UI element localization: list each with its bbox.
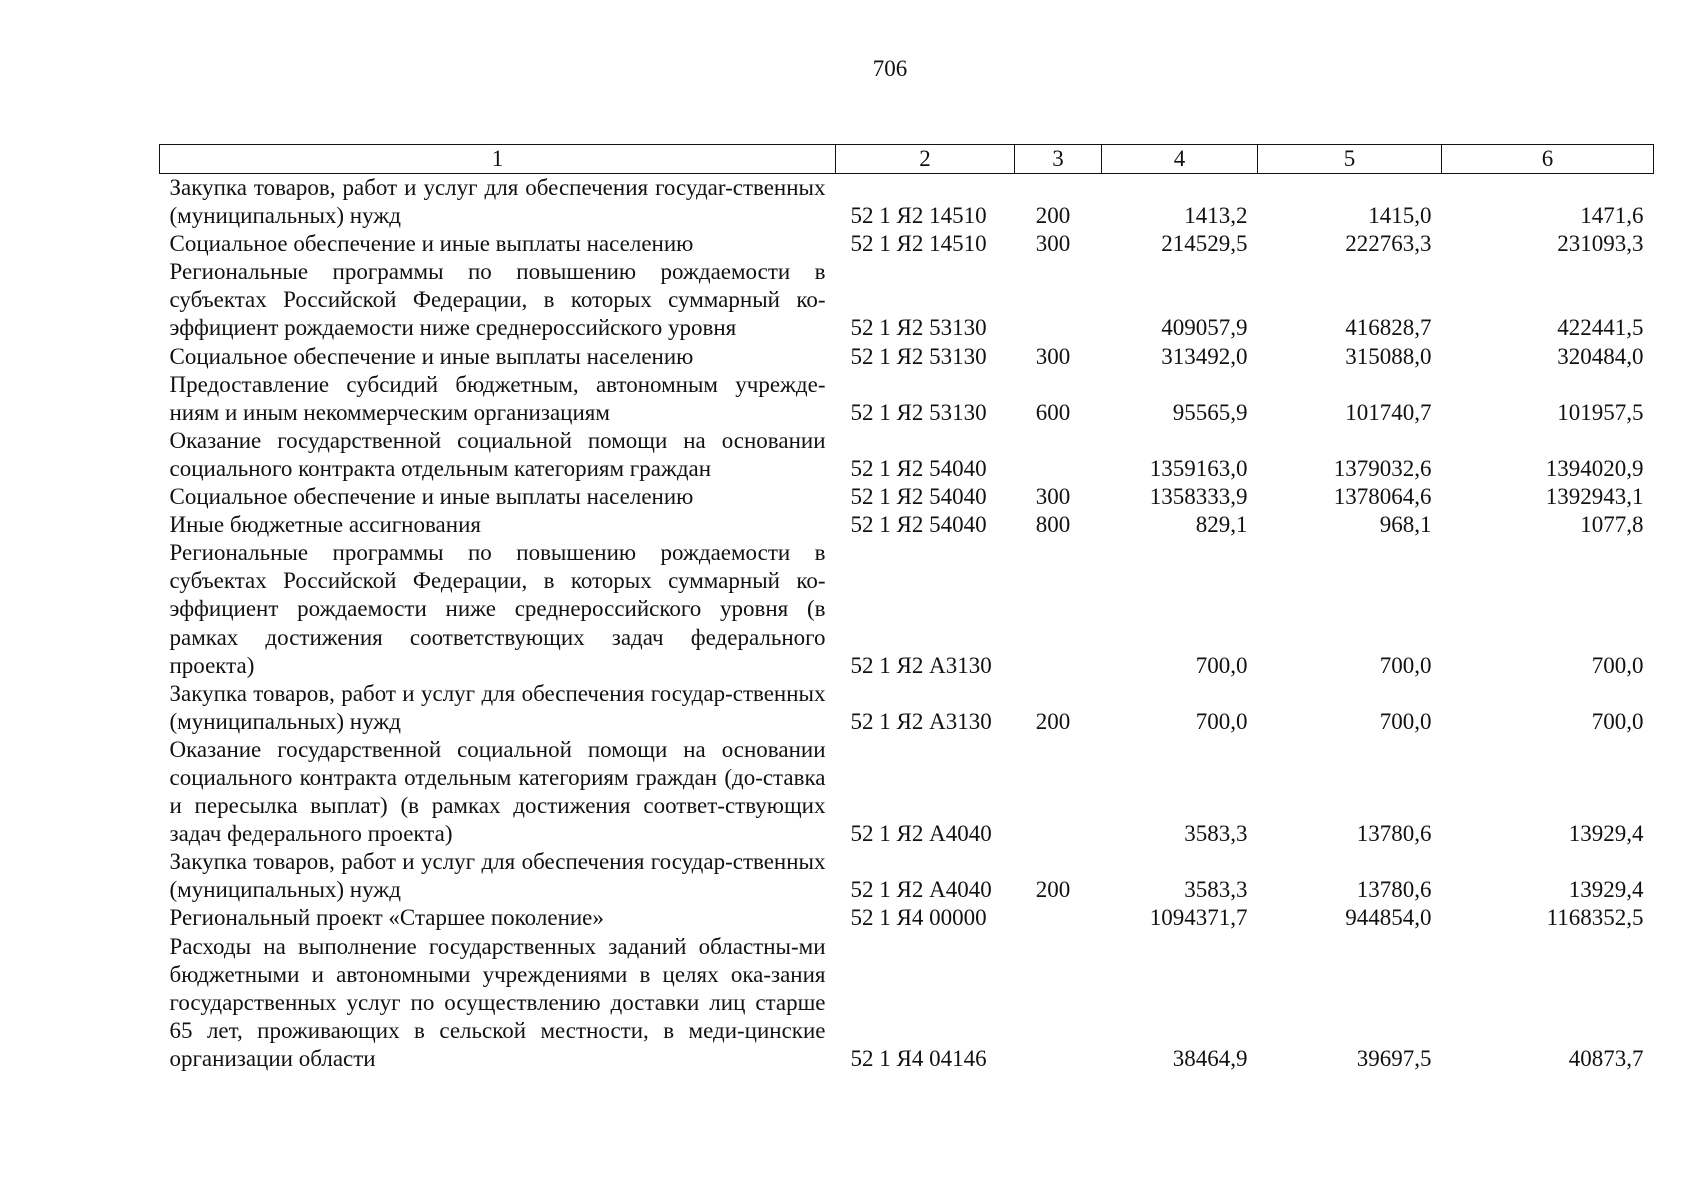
table-row [160,511,1654,539]
row-name: Оказание государственной социальной помощи на основании социального контракта отдельным категориям граждан [169,427,826,481]
row-amount-1: 313492,0 [1161,343,1248,369]
row-amount-2: 944854,0 [1345,905,1432,931]
row-amount-3: 700,0 [1591,708,1644,734]
row-amount-1: 214529,5 [1161,231,1248,257]
row-amount-3: 1168352,5 [1546,905,1644,931]
row-amount-3: 320484,0 [1557,343,1644,369]
row-code: 52 1 Я2 53130 [850,343,987,369]
row-amount-1: 1358333,9 [1149,484,1248,510]
row-name: Закупка товаров, работ и услуг для обеспечения государ-ственных (муниципальных) нужд [169,680,826,734]
row-amount-2: 416828,7 [1345,315,1432,341]
row-code: 52 1 Я2 А3130 [850,708,992,734]
table-row [160,230,1654,258]
row-expense-type: 300 [1035,343,1071,369]
row-code: 52 1 Я2 54040 [850,484,987,510]
table-body [160,174,1654,1074]
row-code: 52 1 Я2 14510 [850,231,987,257]
row-expense-type: 300 [1035,484,1071,510]
row-amount-3: 40873,7 [1568,1045,1644,1071]
row-amount-1: 829,1 [1195,512,1248,538]
row-expense-type [1015,427,1102,483]
table-row [160,539,1654,679]
table-row [160,258,1654,342]
table-row [160,174,1654,231]
row-expense-type [1015,539,1102,679]
row-name: Предоставление субсидий бюджетным, автономным учрежде-ниям и иным некоммерческим организациям [169,371,826,425]
table-row [160,483,1654,511]
row-amount-1: 1359163,0 [1149,455,1248,481]
page-number: 706 [872,56,908,81]
table-row [160,933,1654,1073]
row-expense-type: 600 [1035,399,1071,425]
row-name: Социальное обеспечение и иные выплаты населению [169,343,694,369]
row-amount-3: 700,0 [1591,652,1644,678]
row-amount-1: 700,0 [1195,708,1248,734]
row-amount-3: 101957,5 [1557,399,1644,425]
header-col-3: 3 [1015,145,1102,174]
row-amount-3: 13929,4 [1568,877,1644,903]
row-expense-type [1015,258,1102,342]
row-amount-1: 1413,2 [1184,203,1248,229]
row-name: Закупка товаров, работ и услуг для обеспечения госудаr-ственных (муниципальных) нужд [169,175,826,229]
header-col-4: 4 [1102,145,1258,174]
row-amount-1: 3583,3 [1184,821,1248,847]
row-amount-2: 1378064,6 [1333,484,1432,510]
row-amount-2: 1379032,6 [1333,455,1432,481]
header-col-1: 1 [160,145,836,174]
row-expense-type: 200 [1035,877,1071,903]
row-amount-3: 1471,6 [1580,203,1644,229]
row-amount-2: 222763,3 [1345,231,1432,257]
row-name: Иные бюджетные ассигнования [169,512,481,538]
row-expense-type: 200 [1035,203,1071,229]
table-header [160,145,1654,174]
row-amount-1: 3583,3 [1184,877,1248,903]
row-amount-2: 315088,0 [1345,343,1432,369]
row-code: 52 1 Я2 А4040 [850,821,992,847]
row-amount-3: 1394020,9 [1545,455,1644,481]
table-row [160,680,1654,736]
row-name: Оказание государственной социальной помощи на основании социального контракта отдельным категориям граждан (до-ставка и пересылка выплат) (в рамках достижения соответ-ствующих задач федерального проекта) [169,736,826,847]
header-col-2: 2 [836,145,1015,174]
row-expense-type: 300 [1035,231,1071,257]
table-row [160,848,1654,904]
row-name: Региональные программы по повышению рождаемости в субъектах Российской Федерации, в которых суммарный ко-эффициент рождаемости ниже среднероссийского уровня (в рамках достижения соответствующих задач федерального проекта) [169,540,826,678]
row-expense-type [1015,736,1102,848]
table-row [160,343,1654,371]
row-amount-2: 700,0 [1379,652,1432,678]
row-amount-3: 1077,8 [1580,512,1644,538]
table-row [160,904,1654,932]
row-code: 52 1 Я4 00000 [850,905,987,931]
row-amount-2: 968,1 [1379,512,1432,538]
row-amount-2: 13780,6 [1356,877,1432,903]
row-expense-type [1015,933,1102,1073]
row-amount-3: 422441,5 [1557,315,1644,341]
row-amount-2: 700,0 [1379,708,1432,734]
row-code: 52 1 Я2 54040 [850,512,987,538]
row-expense-type: 200 [1035,708,1071,734]
row-name: Региональные программы по повышению рождаемости в субъектах Российской Федерации, в которых суммарный ко-эффициент рождаемости ниже среднероссийского уровня [169,259,826,341]
header-col-5: 5 [1258,145,1442,174]
header-col-6: 6 [1442,145,1654,174]
budget-table [159,144,1654,1073]
row-name: Региональный проект «Старшее поколение» [169,905,604,931]
row-amount-2: 13780,6 [1356,821,1432,847]
row-name: Социальное обеспечение и иные выплаты населению [169,231,694,257]
row-name: Расходы на выполнение государственных заданий областны-ми бюджетными и автономными учреждениями в целях ока-зания государственных услуг по осуществлению доставки лиц старше 65 лет, проживающих в сельской местности, в меди-цинские организации области [169,933,826,1071]
row-expense-type: 800 [1035,512,1071,538]
row-code: 52 1 Я2 14510 [850,203,987,229]
row-code: 52 1 Я2 А3130 [850,652,992,678]
row-code: 52 1 Я2 53130 [850,315,987,341]
row-amount-1: 1094371,7 [1149,905,1248,931]
row-code: 52 1 Я2 54040 [850,455,987,481]
row-code: 52 1 Я2 А4040 [850,877,992,903]
row-expense-type [1015,904,1102,932]
header-row [160,145,1654,174]
row-amount-1: 95565,9 [1172,399,1248,425]
row-amount-1: 38464,9 [1172,1045,1248,1071]
row-amount-2: 39697,5 [1356,1045,1432,1071]
row-amount-2: 1415,0 [1368,203,1432,229]
row-amount-1: 700,0 [1195,652,1248,678]
row-amount-1: 409057,9 [1161,315,1248,341]
row-code: 52 1 Я4 04146 [850,1045,987,1071]
row-amount-2: 101740,7 [1345,399,1432,425]
row-code: 52 1 Я2 53130 [850,399,987,425]
table-row [160,427,1654,483]
table-row [160,736,1654,848]
row-amount-3: 231093,3 [1557,231,1644,257]
row-name: Социальное обеспечение и иные выплаты населению [169,484,694,510]
table-row [160,371,1654,427]
row-amount-3: 13929,4 [1568,821,1644,847]
row-amount-3: 1392943,1 [1545,484,1644,510]
row-name: Закупка товаров, работ и услуг для обеспечения государ-ственных (муниципальных) нужд [169,849,826,903]
